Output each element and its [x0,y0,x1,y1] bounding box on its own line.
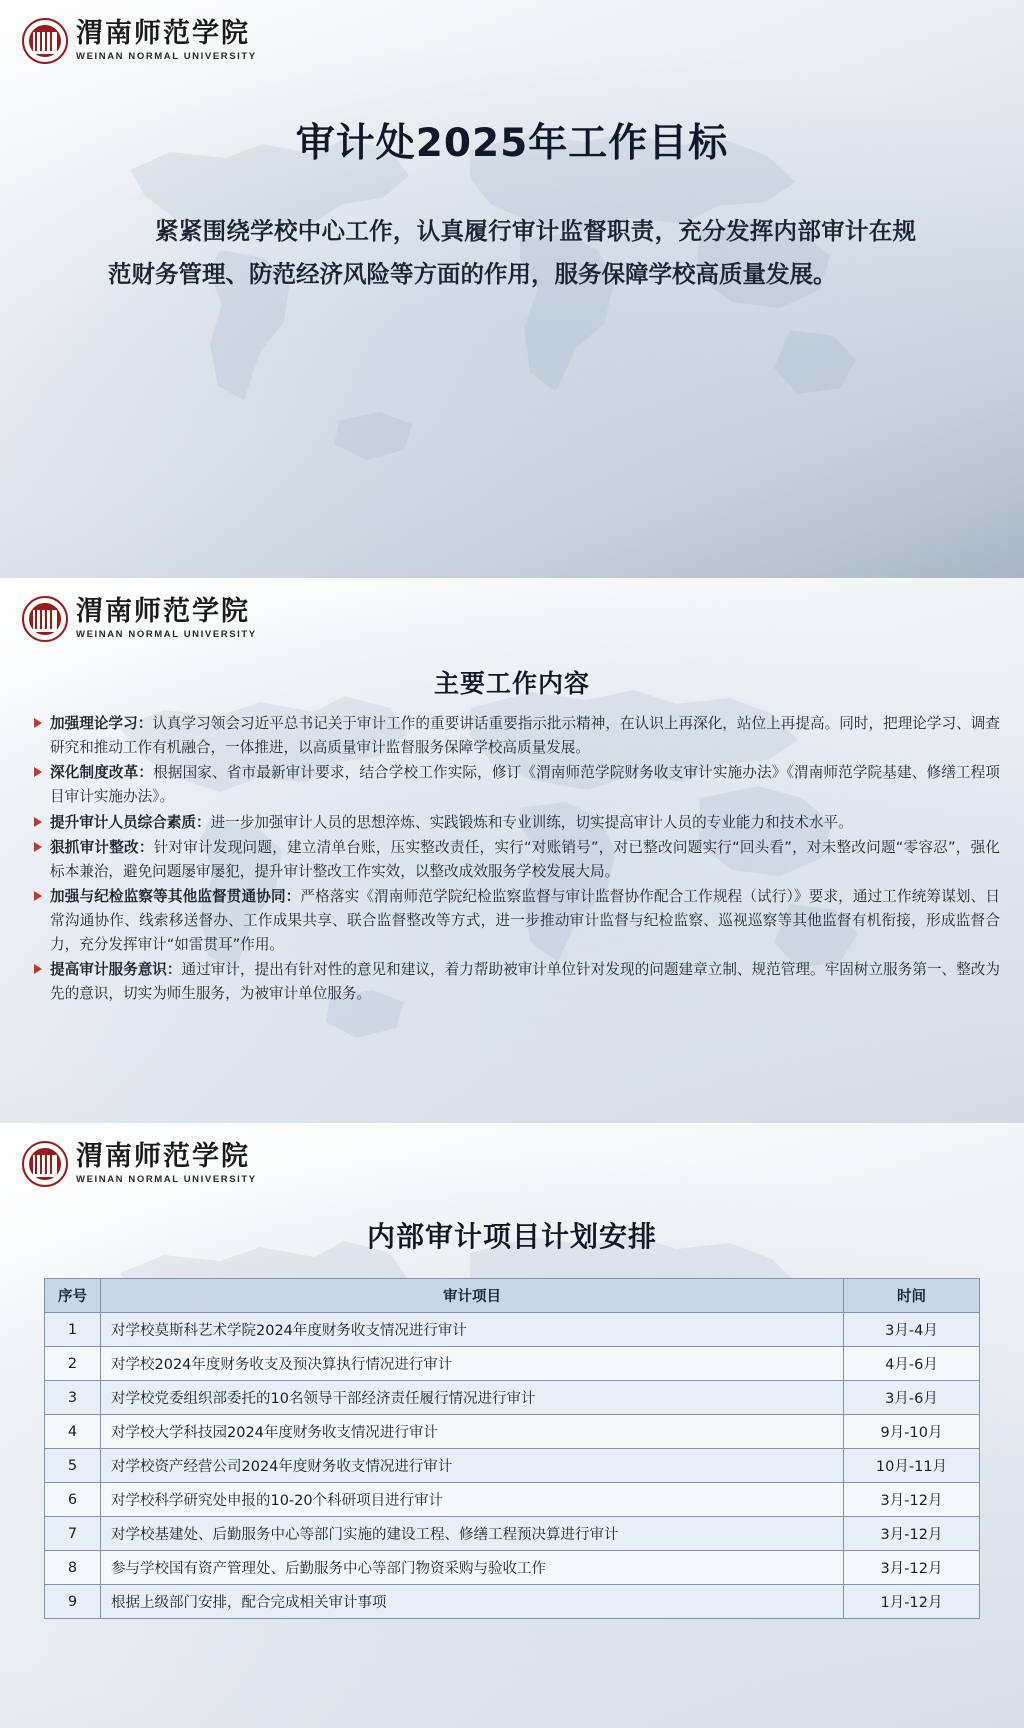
work-content-item [30,761,1000,808]
table-row [45,1415,980,1449]
cell-project: 对学校党委组织部委托的10名领导干部经济责任履行情况进行审计 [101,1381,844,1415]
cell-time: 3月-6月 [844,1381,980,1415]
cell-index: 7 [45,1517,101,1551]
table-header [45,1279,980,1313]
cell-index: 6 [45,1483,101,1517]
column-header-index: 序号 [45,1279,101,1313]
work-content-item-lead: 提升审计人员综合素质： [50,813,211,831]
section-title-audit-plan: 内部审计项目计划安排 [366,1220,657,1253]
university-crest-icon [22,1141,68,1187]
cell-time: 3月-4月 [844,1313,980,1347]
cell-project: 对学校莫斯科艺术学院2024年度财务收支情况进行审计 [101,1313,844,1347]
university-name-cn: 渭南师范学院 [76,596,250,628]
table-row [45,1585,980,1619]
triangle-bullet-icon [34,964,42,974]
cell-project: 参与学校国有资产管理处、后勤服务中心等部门物资采购与验收工作 [101,1551,844,1585]
work-content-item-lead: 加强理论学习： [50,715,153,732]
cell-time: 3月-12月 [844,1517,980,1551]
university-name-cn: 渭南师范学院 [76,1141,250,1173]
cell-index: 8 [45,1551,101,1585]
work-content-item-lead: 狠抓审计整改： [50,839,154,857]
audit-plan-table [44,1278,980,1619]
page-title: 审计处2025年工作目标 [295,121,729,166]
work-content-item [30,958,1000,1005]
work-content-item-text: 根据国家、省市最新审计要求，结合学校工作实际，修订《渭南师范学院财务收支审计实施办法》《渭南师范学院基建、修缮工程项目审计实施办法》。 [50,764,1000,805]
work-content-item [30,885,1000,956]
cell-index: 5 [45,1449,101,1483]
table-header-row [45,1279,980,1313]
work-content-item [30,811,1000,835]
work-content-item-lead: 提高审计服务意识： [50,961,182,979]
cell-index: 3 [45,1381,101,1415]
work-content-item-text: 进一步加强审计人员的思想淬炼、实践锻炼和专业训练，切实提高审计人员的专业能力和技术水平。 [210,813,853,831]
triangle-bullet-icon [34,817,42,827]
work-content-item-lead: 深化制度改革： [50,764,154,782]
university-name-en: WEINAN NORMAL UNIVERSITY [76,1174,257,1186]
triangle-bullet-icon [34,718,42,728]
cell-time: 10月-11月 [844,1449,980,1483]
work-content-item-lead: 加强与纪检监察等其他监督贯通协同： [50,888,301,906]
cell-project: 根据上级部门安排，配合完成相关审计事项 [101,1585,844,1619]
table-row [45,1449,980,1483]
table-row [45,1347,980,1381]
table-body [45,1313,980,1619]
triangle-bullet-icon [34,767,42,777]
university-logo [22,1141,257,1187]
slide-main-work-content [0,578,1024,1123]
university-crest-icon [22,596,68,642]
cell-index: 9 [45,1585,101,1619]
triangle-bullet-icon [34,842,42,852]
work-content-item-text: 针对审计发现问题，建立清单台账，压实整改责任，实行“对账销号”，对已整改问题实行“回头看”，对未整改问题“零容忍”，强化标本兼治，避免问题屡审屡犯，提升审计整改工作实效，以整改成效服务学校发展大局。 [50,839,1000,880]
table-row [45,1551,980,1585]
work-content-item-text: 通过审计，提出有针对性的意见和建议，着力帮助被审计单位针对发现的问题建章立制、规范管理。牢固树立服务第一、整改为先的意识，切实为师生服务，为被审计单位服务。 [50,961,1000,1003]
cell-project: 对学校大学科技园2024年度财务收支情况进行审计 [101,1415,844,1449]
cell-time: 4月-6月 [844,1347,980,1381]
work-content-item-text: 认真学习领会习近平总书记关于审计工作的重要讲话重要指示批示精神，在认识上再深化，站位上再提高。同时，把理论学习、调查研究和推动工作有机融合，一体推进，以高质量审计监督服务保障学校高质量发展。 [50,715,1000,756]
column-header-time: 时间 [844,1279,980,1313]
university-logo [22,596,257,642]
work-content-item-text: 严格落实《渭南师范学院纪检监察监督与审计监督协作配合工作规程（试行）》要求，通过工作统筹谋划、日常沟通协作、线索移送督办、工作成果共享、联合监督整改等方式，进一步推动审计监督与纪检监察、巡视巡察等其他监督有机衔接，形成监督合力，充分发挥审计“如雷贯耳”作用。 [50,888,1000,953]
column-header-project: 审计项目 [101,1279,844,1313]
slide-work-goals [0,0,1024,578]
cell-project: 对学校资产经营公司2024年度财务收支情况进行审计 [101,1449,844,1483]
university-crest-icon [22,18,68,64]
cell-index: 1 [45,1313,101,1347]
university-name-cn: 渭南师范学院 [76,18,250,50]
cell-time: 3月-12月 [844,1483,980,1517]
university-name-en: WEINAN NORMAL UNIVERSITY [76,629,257,641]
audit-plan-table-wrapper [44,1278,980,1619]
cell-index: 2 [45,1347,101,1381]
table-row [45,1483,980,1517]
main-work-list [30,712,1000,1008]
slide-audit-plan [0,1123,1024,1728]
cell-project: 对学校科学研究处申报的10-20个科研项目进行审计 [101,1483,844,1517]
table-row [45,1313,980,1347]
section-title-main-work: 主要工作内容 [433,669,590,698]
triangle-bullet-icon [34,891,42,901]
goal-statement: 紧紧围绕学校中心工作，认真履行审计监督职责，充分发挥内部审计在规范财务管理、防范经济风险等方面的作用，服务保障学校高质量发展。 [108,217,916,289]
cell-time: 1月-12月 [844,1585,980,1619]
university-logo [22,18,257,64]
cell-index: 4 [45,1415,101,1449]
cell-project: 对学校2024年度财务收支及预决算执行情况进行审计 [101,1347,844,1381]
university-name-en: WEINAN NORMAL UNIVERSITY [76,51,257,63]
cell-project: 对学校基建处、后勤服务中心等部门实施的建设工程、修缮工程预决算进行审计 [101,1517,844,1551]
table-row [45,1381,980,1415]
table-row [45,1517,980,1551]
work-content-item [30,712,1000,759]
cell-time: 3月-12月 [844,1551,980,1585]
work-content-item [30,836,1000,883]
cell-time: 9月-10月 [844,1415,980,1449]
